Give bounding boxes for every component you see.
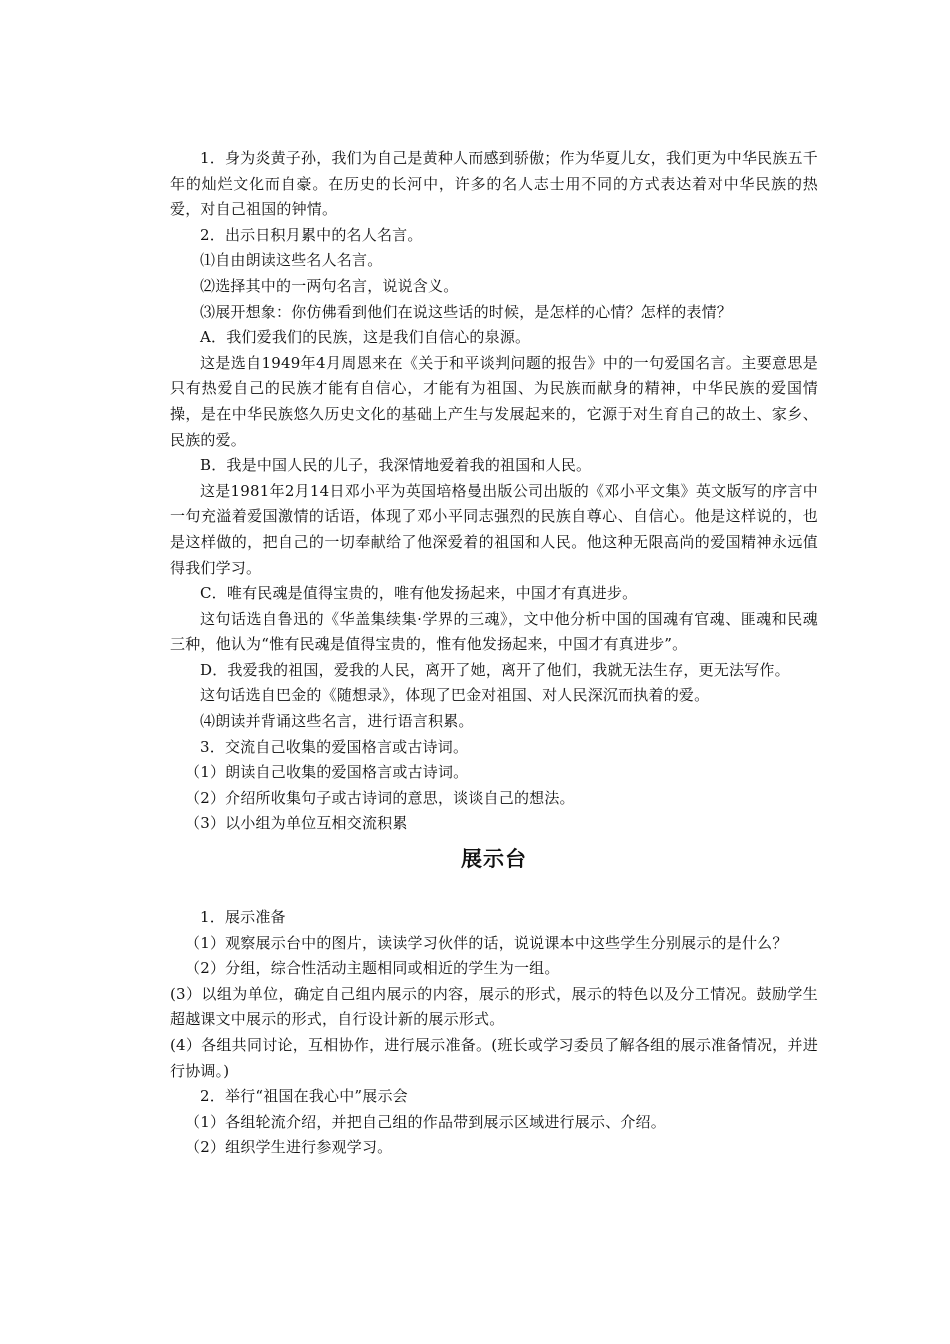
display-step-2-item-1: （1）各组轮流介绍，并把自己组的作品带到展示区域进行展示、介绍。 (185, 1112, 666, 1131)
paragraph-step-3-item-2: （2）介绍所收集句子或古诗词的意思，谈谈自己的想法。 (185, 788, 575, 807)
quote-b: B．我是中国人民的儿子，我深情地爱着我的祖国和人民。 (200, 456, 592, 475)
paragraph-step-3-item-1: （1）朗读自己收集的爱国格言或古诗词。 (185, 763, 469, 782)
display-step-2-item-2: （2）组织学生进行参观学习。 (185, 1138, 393, 1157)
quote-c: C．唯有民魂是值得宝贵的，唯有他发扬起来，中国才有真进步。 (200, 584, 638, 603)
paragraph-substep-3: ⑶展开想象：你仿佛看到他们在说这些话的时候，是怎样的心情？怎样的表情？ (200, 302, 733, 321)
quote-d: D．我爱我的祖国，爱我的人民，离开了她，离开了他们，我就无法生存，更无法写作。 (200, 660, 790, 679)
quote-b-explanation: 这是1981年2月14日邓小平为英国培格曼出版公司出版的《邓小平文集》英文版写的序言中一句充溢着爱国激情的话语，体现了邓小平同志强烈的民族自尊心、自信心。他是这样说的，也是这样做的，把自己的一切奉献给了他深爱着的祖国和人民。他这种无限高尚的爱国精神永远值得我们学习。 (170, 481, 818, 577)
quote-c-explanation: 这句话选自鲁迅的《华盖集续集·学界的三魂》，文中他分析中国的国魂有官魂、匪魂和民魂三种，他认为“惟有民魂是值得宝贵的，惟有他发扬起来，中国才有真进步”。 (170, 609, 818, 654)
section-title: 展示台 (461, 847, 527, 872)
paragraph-step-3-item-3: （3）以小组为单位互相交流积累 (185, 814, 408, 833)
display-step-1-item-2: （2）分组，综合性活动主题相同或相近的学生为一组。 (185, 959, 560, 978)
display-step-2: 2．举行“祖国在我心中”展示会 (200, 1087, 408, 1106)
quote-a-explanation: 这是选自1949年4月周恩来在《关于和平谈判问题的报告》中的一句爱国名言。主要意思是只有热爱自己的民族才能有自信心，才能有为祖国、为民族而献身的精神，中华民族的爱国情操，是在中华民族悠久历史文化的基础上产生与发展起来的，它源于对生育自己的故土、家乡、民族的爱。 (170, 353, 818, 449)
quote-a: A．我们爱我们的民族，这是我们自信心的泉源。 (200, 328, 531, 347)
display-step-1: 1．展示准备 (200, 908, 286, 927)
paragraph-intro: 1．身为炎黄子孙，我们为自己是黄种人而感到骄傲；作为华夏儿女，我们更为中华民族五千年的灿烂文化而自豪。在历史的长河中，许多的名人志士用不同的方式表达着对中华民族的热爱，对自己祖国的钟情。 (170, 149, 818, 219)
display-step-1-item-3: (3）以组为单位，确定自己组内展示的内容，展示的形式，展示的特色以及分工情况。鼓励学生超越课文中展示的形式，自行设计新的展示形式。 (170, 984, 818, 1029)
paragraph-substep-2: ⑵选择其中的一两句名言，说说含义。 (200, 276, 459, 295)
paragraph-substep-1: ⑴自由朗读这些名人名言。 (200, 251, 383, 270)
quote-d-explanation: 这句话选自巴金的《随想录》，体现了巴金对祖国、对人民深沉而执着的爱。 (200, 686, 710, 705)
paragraph-step-3: 3．交流自己收集的爱国格言或古诗词。 (200, 737, 469, 756)
paragraph-step-2: 2．出示日积月累中的名人名言。 (200, 225, 423, 244)
display-step-1-item-4: (4）各组共同讨论，互相协作，进行展示准备。(班长或学习委员了解各组的展示准备情况，并进行协调。) (170, 1036, 818, 1080)
paragraph-substep-4: ⑷朗读并背诵这些名言，进行语言积累。 (200, 712, 474, 731)
display-step-1-item-1: （1）观察展示台中的图片，读读学习伙伴的话，说说课本中这些学生分别展示的是什么？ (185, 933, 788, 952)
